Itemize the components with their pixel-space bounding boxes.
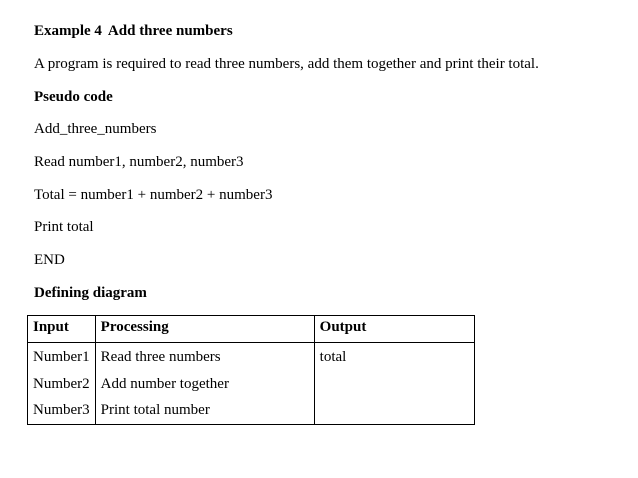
header-input: Input bbox=[28, 316, 96, 343]
pseudo-line-name: Add_three_numbers bbox=[34, 121, 157, 137]
input-item: Number2 bbox=[33, 375, 90, 392]
processing-cell bbox=[95, 343, 314, 425]
input-cell bbox=[28, 343, 96, 425]
defining-diagram-heading: Defining diagram bbox=[34, 285, 147, 301]
example-label: Example 4 bbox=[34, 23, 102, 39]
processing-item: Print total number bbox=[100, 402, 210, 418]
pseudo-line-read: Read number1, number2, number3 bbox=[34, 154, 244, 170]
example-heading bbox=[34, 22, 233, 40]
pseudo-line-print: Print total bbox=[34, 219, 94, 235]
input-item: Number3 bbox=[33, 402, 90, 418]
example-title: Add three numbers bbox=[107, 23, 233, 39]
pseudo-code-heading: Pseudo code bbox=[34, 89, 113, 105]
header-output: Output bbox=[314, 316, 474, 343]
output-item: total bbox=[319, 349, 347, 365]
pseudo-line-total: Total = number1 + number2 + number3 bbox=[34, 187, 273, 203]
pseudo-line-end: END bbox=[34, 252, 65, 268]
output-cell bbox=[314, 343, 474, 425]
table-row bbox=[28, 343, 475, 425]
table-header-row bbox=[28, 316, 475, 343]
header-processing: Processing bbox=[95, 316, 314, 343]
processing-item: Read three numbers bbox=[100, 349, 221, 365]
problem-description: A program is required to read three numbers, add them together and print their total. bbox=[34, 56, 539, 72]
input-item: Number1 bbox=[33, 349, 90, 365]
processing-item: Add number together bbox=[100, 375, 229, 392]
defining-diagram-table bbox=[27, 315, 475, 425]
